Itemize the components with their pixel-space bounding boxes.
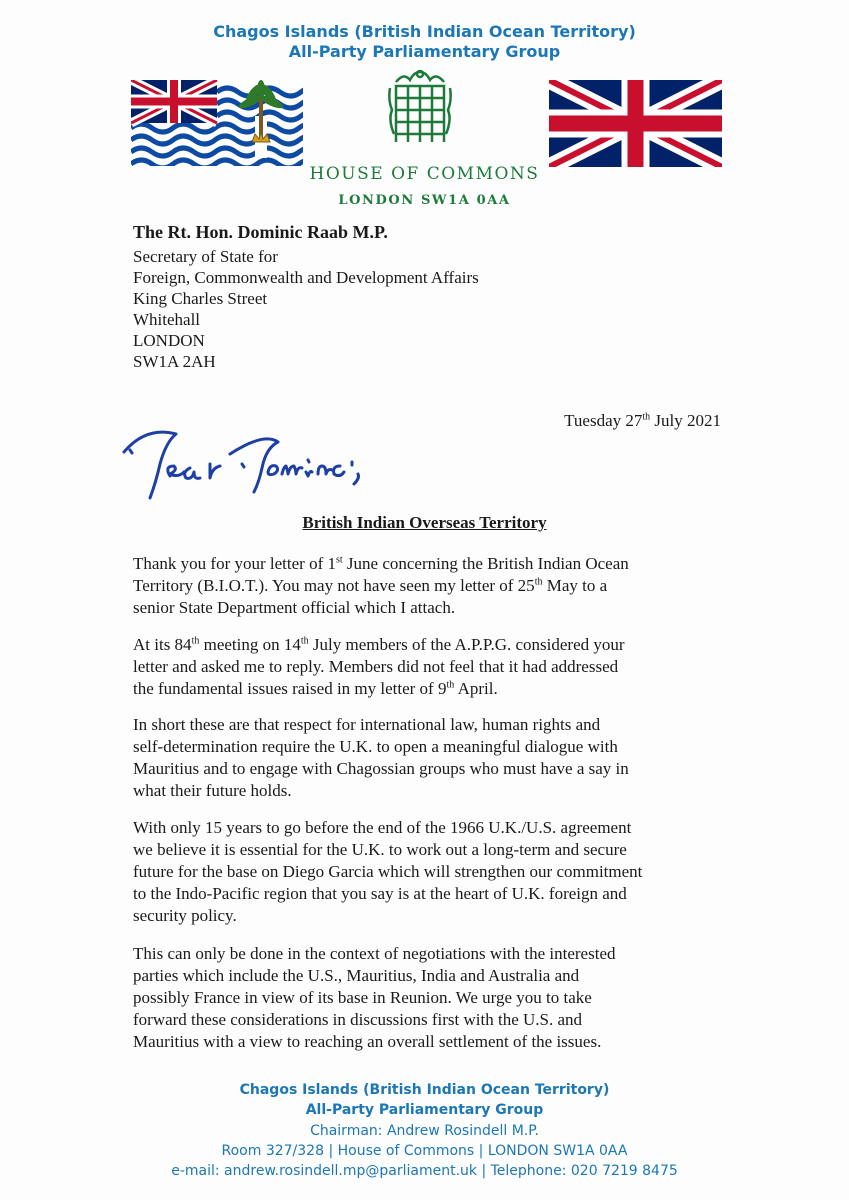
handwritten-salutation	[118, 414, 378, 504]
body-paragraph: In short these are that respect for international law, human rights and self-determination require the U.K. to open a meaningful dialogue with Mauritius and to engage with Chagossian groups who must have a say in what their future holds.	[133, 715, 629, 800]
body-paragraph: Thank you for your letter of 1st June concerning the British Indian Ocean Territory (B.I.O.T.). You may not have seen my letter of 25th May to a senior State Department official which I attach.	[133, 554, 629, 617]
biot-flag-icon	[131, 80, 303, 166]
body-paragraph: At its 84th meeting on 14th July members of the A.P.P.G. considered your letter and asked me to reply. Members did not feel that it had addressed the fundamental issues raised in my letter of 9th April.	[133, 635, 625, 698]
recipient-line: Secretary of State for	[133, 247, 278, 266]
portcullis-icon	[388, 68, 452, 150]
house-of-commons-address: LONDON SW1A 0AA	[338, 193, 511, 208]
recipient-line: SW1A 2AH	[133, 352, 216, 371]
house-of-commons-title: HOUSE OF COMMONS	[309, 164, 540, 184]
recipient-line: Foreign, Commonwealth and Development Affairs	[133, 268, 479, 287]
letterhead-group-name: Chagos Islands (British Indian Ocean Territory)	[213, 22, 636, 41]
union-jack-icon	[549, 80, 722, 167]
letterhead-group-type: All-Party Parliamentary Group	[288, 42, 561, 61]
letter-subject: British Indian Overseas Territory	[302, 513, 547, 532]
footer-chairman: Chairman: Andrew Rosindell M.P.	[310, 1123, 539, 1139]
recipient-name: The Rt. Hon. Dominic Raab M.P.	[133, 222, 388, 242]
recipient-line: King Charles Street	[133, 289, 268, 308]
letter-date: Tuesday 27th July 2021	[564, 411, 721, 430]
footer-group-type: All-Party Parliamentary Group	[305, 1102, 544, 1118]
recipient-line: Whitehall	[133, 310, 201, 329]
footer-group-name: Chagos Islands (British Indian Ocean Territory)	[239, 1082, 610, 1098]
body-paragraph: This can only be done in the context of negotiations with the interested parties which include the U.S., Mauritius, India and Australia and possibly France in view of its base in Reunion. We urge you to take forward these considerations in discussions first with the U.S. and Mauritius with a view to reaching an overall settlement of the issues.	[133, 944, 616, 1051]
body-paragraph: With only 15 years to go before the end of the 1966 U.K./U.S. agreement we believe it is essential for the U.K. to work out a long-term and secure future for the base on Diego Garcia which will strengthen our commitment to the Indo-Pacific region that you say is at the heart of U.K. foreign and security policy.	[133, 818, 643, 925]
footer-contact: e-mail: andrew.rosindell.mp@parliament.uk | Telephone: 020 7219 8475	[171, 1163, 678, 1179]
recipient-line: LONDON	[133, 331, 205, 350]
footer-address: Room 327/328 | House of Commons | LONDON SW1A 0AA	[221, 1143, 628, 1159]
